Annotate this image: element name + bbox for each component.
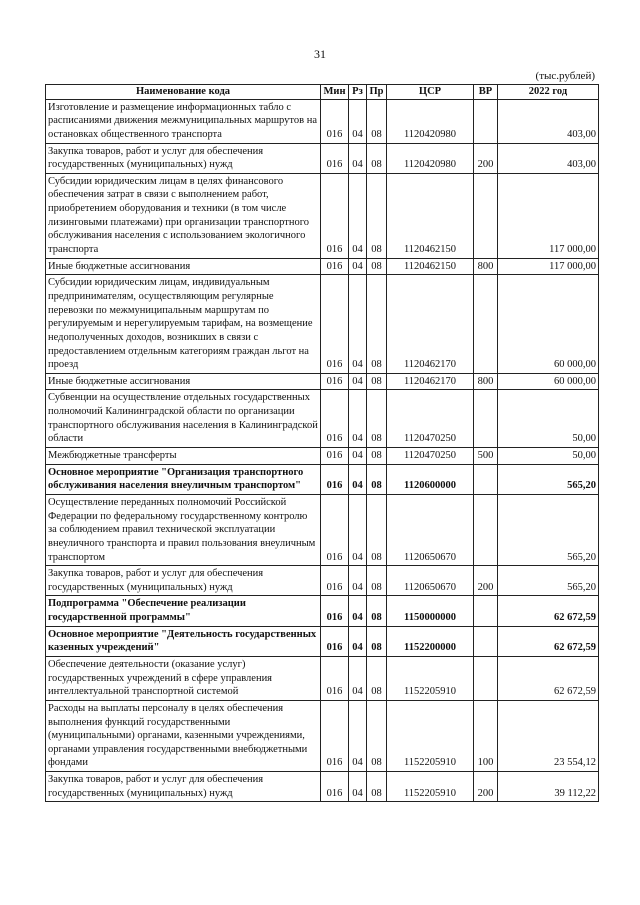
table-row (46, 656, 599, 700)
cell-csr: 1120462150 (387, 173, 474, 258)
cell-min: 016 (321, 700, 349, 771)
cell-min: 016 (321, 258, 349, 275)
table-row (46, 173, 599, 258)
cell-min: 016 (321, 173, 349, 258)
cell-amount: 565,20 (498, 464, 599, 494)
cell-min: 016 (321, 596, 349, 626)
cell-rz: 04 (349, 656, 367, 700)
table-header-row (46, 85, 599, 100)
table-row (46, 448, 599, 465)
cell-pr: 08 (367, 464, 387, 494)
cell-csr: 1120470250 (387, 448, 474, 465)
cell-vr (474, 626, 498, 656)
cell-name: Иные бюджетные ассигнования (46, 373, 321, 390)
cell-vr (474, 173, 498, 258)
cell-rz: 04 (349, 494, 367, 565)
cell-name: Основное мероприятие "Организация транспортного обслуживания населения внеуличным транспортом" (46, 464, 321, 494)
cell-vr: 800 (474, 373, 498, 390)
cell-rz: 04 (349, 373, 367, 390)
cell-name: Обеспечение деятельности (оказание услуг) государственных учреждений в сфере управления интеллектуальной транспортной системой (46, 656, 321, 700)
cell-pr: 08 (367, 373, 387, 390)
table-row (46, 275, 599, 373)
cell-name: Закупка товаров, работ и услуг для обеспечения государственных (муниципальных) нужд (46, 772, 321, 802)
cell-name: Закупка товаров, работ и услуг для обеспечения государственных (муниципальных) нужд (46, 566, 321, 596)
cell-rz: 04 (349, 464, 367, 494)
table-row (46, 596, 599, 626)
cell-vr: 500 (474, 448, 498, 465)
cell-amount: 60 000,00 (498, 275, 599, 373)
cell-amount: 39 112,22 (498, 772, 599, 802)
header-rz: Рз (349, 85, 367, 100)
cell-pr: 08 (367, 258, 387, 275)
header-min: Мин (321, 85, 349, 100)
table-row (46, 626, 599, 656)
cell-min: 016 (321, 626, 349, 656)
cell-csr: 1152200000 (387, 626, 474, 656)
cell-amount: 117 000,00 (498, 258, 599, 275)
cell-amount: 403,00 (498, 143, 599, 173)
cell-csr: 1120470250 (387, 390, 474, 448)
cell-vr (474, 99, 498, 143)
cell-rz: 04 (349, 99, 367, 143)
cell-csr: 1152205910 (387, 700, 474, 771)
cell-csr: 1120462170 (387, 275, 474, 373)
cell-vr: 200 (474, 566, 498, 596)
cell-rz: 04 (349, 390, 367, 448)
table-row (46, 258, 599, 275)
cell-vr: 200 (474, 143, 498, 173)
cell-name: Подпрограмма "Обеспечение реализации государственной программы" (46, 596, 321, 626)
table-row (46, 373, 599, 390)
header-pr: Пр (367, 85, 387, 100)
cell-amount: 403,00 (498, 99, 599, 143)
cell-pr: 08 (367, 275, 387, 373)
cell-min: 016 (321, 494, 349, 565)
cell-pr: 08 (367, 772, 387, 802)
cell-csr: 1120650670 (387, 494, 474, 565)
cell-min: 016 (321, 143, 349, 173)
cell-csr: 1120600000 (387, 464, 474, 494)
cell-name: Субсидии юридическим лицам в целях финансового обеспечения затрат в связи с выполнением работ, приобретением оборудования и техники (в том числе лизинговыми платежами) при организации транспортного обслуживания населения с использованием экологичного транспорта (46, 173, 321, 258)
cell-csr: 1152205910 (387, 656, 474, 700)
cell-amount: 62 672,59 (498, 596, 599, 626)
cell-amount: 50,00 (498, 390, 599, 448)
cell-rz: 04 (349, 626, 367, 656)
cell-min: 016 (321, 373, 349, 390)
cell-name: Основное мероприятие "Деятельность государственных казенных учреждений" (46, 626, 321, 656)
cell-vr (474, 494, 498, 565)
table-row (46, 566, 599, 596)
page-number: 31 (314, 47, 326, 61)
cell-name: Субсидии юридическим лицам, индивидуальным предпринимателям, осуществляющим регулярные перевозки по межмуниципальным маршрутам по регулируемым и нерегулируемым тарифам, на возмещение недополученных доходов, возникших в связи с предоставлением отдельным категориям граждан льгот на проезд (46, 275, 321, 373)
header-vr: ВР (474, 85, 498, 100)
cell-pr: 08 (367, 390, 387, 448)
cell-pr: 08 (367, 494, 387, 565)
cell-csr: 1120650670 (387, 566, 474, 596)
cell-csr: 1150000000 (387, 596, 474, 626)
cell-vr (474, 390, 498, 448)
cell-vr: 200 (474, 772, 498, 802)
cell-pr: 08 (367, 626, 387, 656)
header-csr: ЦСР (387, 85, 474, 100)
cell-min: 016 (321, 772, 349, 802)
cell-rz: 04 (349, 173, 367, 258)
table-row (46, 700, 599, 771)
cell-rz: 04 (349, 275, 367, 373)
cell-min: 016 (321, 99, 349, 143)
table-row (46, 390, 599, 448)
units-label: (тыс.рублей) (535, 70, 595, 82)
cell-min: 016 (321, 275, 349, 373)
cell-name: Субвенции на осуществление отдельных государственных полномочий Калининградской области по организации транспортного обслуживания населения в Калининградской области (46, 390, 321, 448)
cell-rz: 04 (349, 143, 367, 173)
cell-csr: 1120462150 (387, 258, 474, 275)
table-row (46, 143, 599, 173)
cell-pr: 08 (367, 700, 387, 771)
cell-rz: 04 (349, 596, 367, 626)
cell-min: 016 (321, 390, 349, 448)
cell-name: Осуществление переданных полномочий Российской Федерации по федеральному государственному контролю за соблюдением правил технической эксплуатации внеуличного транспорта и правил пользования внеуличным транспортом (46, 494, 321, 565)
cell-pr: 08 (367, 143, 387, 173)
cell-amount: 50,00 (498, 448, 599, 465)
budget-table (45, 84, 599, 802)
table-row (46, 494, 599, 565)
cell-vr (474, 656, 498, 700)
cell-amount: 60 000,00 (498, 373, 599, 390)
cell-pr: 08 (367, 656, 387, 700)
cell-name: Межбюджетные трансферты (46, 448, 321, 465)
cell-csr: 1152205910 (387, 772, 474, 802)
cell-pr: 08 (367, 448, 387, 465)
cell-vr (474, 596, 498, 626)
cell-pr: 08 (367, 596, 387, 626)
cell-name: Закупка товаров, работ и услуг для обеспечения государственных (муниципальных) нужд (46, 143, 321, 173)
cell-rz: 04 (349, 772, 367, 802)
cell-amount: 62 672,59 (498, 656, 599, 700)
cell-pr: 08 (367, 566, 387, 596)
table-row (46, 99, 599, 143)
cell-min: 016 (321, 656, 349, 700)
header-name: Наименование кода (46, 85, 321, 100)
header-year: 2022 год (498, 85, 599, 100)
cell-amount: 565,20 (498, 566, 599, 596)
cell-min: 016 (321, 464, 349, 494)
cell-vr (474, 464, 498, 494)
cell-vr: 800 (474, 258, 498, 275)
cell-vr: 100 (474, 700, 498, 771)
cell-amount: 62 672,59 (498, 626, 599, 656)
cell-name: Расходы на выплаты персоналу в целях обеспечения выполнения функций государственными (муниципальными) органами, казенными учреждениями, органами управления государственными внебюджетными фондами (46, 700, 321, 771)
table-row (46, 464, 599, 494)
cell-amount: 565,20 (498, 494, 599, 565)
cell-rz: 04 (349, 258, 367, 275)
cell-min: 016 (321, 566, 349, 596)
cell-csr: 1120420980 (387, 99, 474, 143)
cell-amount: 117 000,00 (498, 173, 599, 258)
cell-rz: 04 (349, 448, 367, 465)
table-body (46, 99, 599, 802)
cell-name: Иные бюджетные ассигнования (46, 258, 321, 275)
cell-amount: 23 554,12 (498, 700, 599, 771)
cell-name: Изготовление и размещение информационных табло с расписаниями движения межмуниципальных маршрутов на остановках общественного транспорта (46, 99, 321, 143)
cell-vr (474, 275, 498, 373)
cell-rz: 04 (349, 566, 367, 596)
cell-csr: 1120420980 (387, 143, 474, 173)
cell-min: 016 (321, 448, 349, 465)
cell-rz: 04 (349, 700, 367, 771)
cell-csr: 1120462170 (387, 373, 474, 390)
table-row (46, 772, 599, 802)
cell-pr: 08 (367, 173, 387, 258)
cell-pr: 08 (367, 99, 387, 143)
